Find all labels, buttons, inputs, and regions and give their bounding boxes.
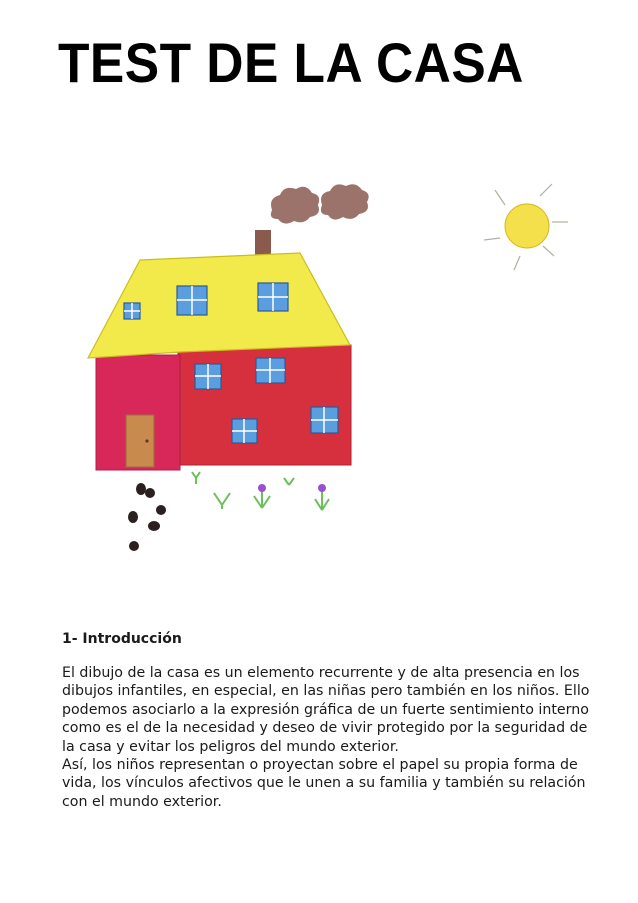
flower-bloom [258,484,266,492]
smoke-cloud-right [321,184,369,219]
house-door [126,415,154,467]
paragraph: Así, los niños representan o proyectan sobre el papel su propia forma de vida, los vínculos afectivos que le unen a su familia y también su relación con el mundo exterior. [62,757,586,810]
door-knob [145,439,148,442]
section-heading: 1- Introducción [62,631,182,647]
paragraph: El dibujo de la casa es un elemento recurrente y de alta presencia en los dibujos infantiles, en especial, en las niñas pero también en los niños. Ello podemos asociarlo a la expresión gráfica de un fuerte sentimiento interno como es el de la necesidad y deseo de vivir protegido por la seguridad de la casa y evitar los peligros del mundo exterior. [62,665,590,755]
section-body [62,664,592,811]
house-icon [88,230,351,470]
page-title: TEST DE LA CASA [58,31,524,94]
flower-bloom [318,484,326,492]
stone-icon [128,483,166,551]
smoke-icon [271,184,369,223]
sun-icon [484,184,568,270]
smoke-cloud-left [271,187,319,224]
